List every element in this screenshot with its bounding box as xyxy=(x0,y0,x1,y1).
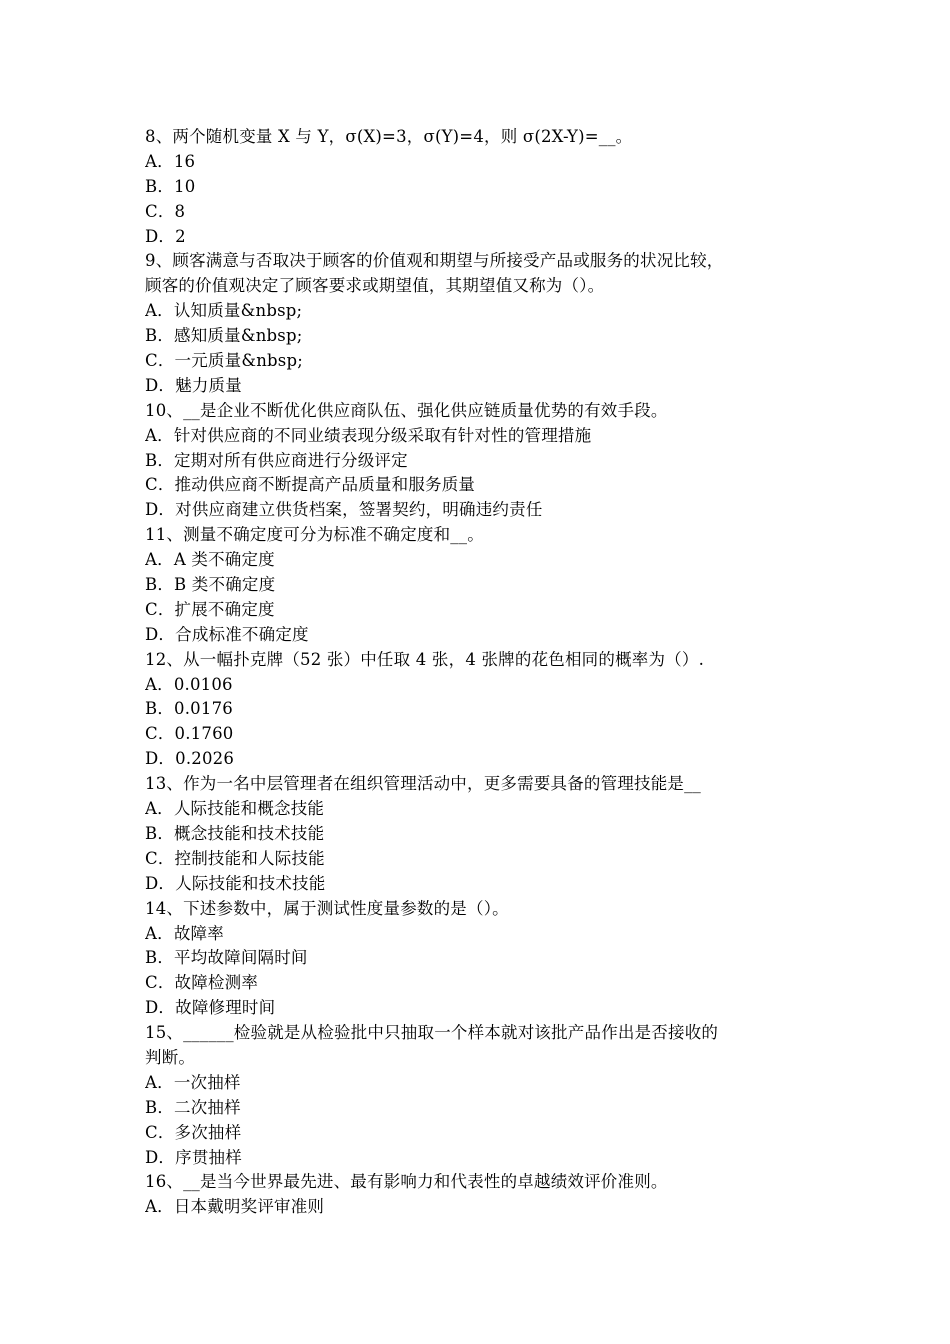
q16-option-a: A．日本戴明奖评审准则 xyxy=(145,1197,325,1217)
q15-option-b: B．二次抽样 xyxy=(145,1097,241,1117)
question-9-line1: 9、顾客满意与否取决于顾客的价值观和期望与所接受产品或服务的状况比较， xyxy=(145,251,724,271)
q10-option-d: D．对供应商建立供货档案，签署契约，明确违约责任 xyxy=(145,500,543,520)
q15-option-a: A．一次抽样 xyxy=(145,1072,241,1092)
q9-option-a: A．认知质量&nbsp; xyxy=(145,301,303,321)
q13-option-b: B．概念技能和技术技能 xyxy=(145,823,325,843)
question-15-line1: 15、______检验就是从检验批中只抽取一个样本就对该批产品作出是否接收的 xyxy=(145,1023,719,1043)
q11-option-c: C．扩展不确定度 xyxy=(145,599,275,619)
question-16: 16、__是当今世界最先进、最有影响力和代表性的卓越绩效评价准则。 xyxy=(145,1172,668,1192)
q14-option-c: C．故障检测率 xyxy=(145,973,259,993)
document-page xyxy=(145,125,815,1220)
question-12: 12、从一幅扑克牌（52 张）中任取 4 张，4 张牌的花色相同的概率为（）. xyxy=(145,649,705,669)
q13-option-a: A．人际技能和概念技能 xyxy=(145,799,325,819)
q14-option-a: A．故障率 xyxy=(145,923,224,943)
q9-option-b: B．感知质量&nbsp; xyxy=(145,326,303,346)
question-11: 11、测量不确定度可分为标准不确定度和__。 xyxy=(145,525,484,545)
q8-option-b: B．10 xyxy=(145,176,196,196)
question-15-line2: 判断。 xyxy=(145,1047,196,1067)
q12-option-b: B．0.0176 xyxy=(145,699,233,719)
q14-option-b: B．平均故障间隔时间 xyxy=(145,948,308,968)
q13-option-c: C．控制技能和人际技能 xyxy=(145,848,325,868)
question-10: 10、__是企业不断优化供应商队伍、强化供应链质量优势的有效手段。 xyxy=(145,400,668,420)
question-9-line2: 顾客的价值观决定了顾客要求或期望值，其期望值又称为（）。 xyxy=(145,276,605,296)
q10-option-b: B．定期对所有供应商进行分级评定 xyxy=(145,450,408,470)
q10-option-c: C．推动供应商不断提高产品质量和服务质量 xyxy=(145,475,476,495)
q12-option-c: C．0.1760 xyxy=(145,724,234,744)
q9-option-c: C．一元质量&nbsp; xyxy=(145,351,303,371)
q12-option-a: A．0.0106 xyxy=(145,674,233,694)
q13-option-d: D．人际技能和技术技能 xyxy=(145,873,326,893)
q8-option-a: A．16 xyxy=(145,151,196,171)
question-8: 8、两个随机变量 X 与 Y，σ(X)=3，σ(Y)=4，则 σ(2X-Y)=__。 xyxy=(145,127,633,146)
q15-option-c: C．多次抽样 xyxy=(145,1122,242,1142)
q11-option-a: A．A 类不确定度 xyxy=(145,550,275,570)
q12-option-d: D．0.2026 xyxy=(145,749,235,769)
q14-option-d: D．故障修理时间 xyxy=(145,998,276,1018)
q15-option-d: D．序贯抽样 xyxy=(145,1147,242,1167)
q9-option-d: D．魅力质量 xyxy=(145,375,242,395)
q8-option-c: C．8 xyxy=(145,201,186,221)
q11-option-b: B．B 类不确定度 xyxy=(145,575,276,595)
question-13: 13、作为一名中层管理者在组织管理活动中，更多需要具备的管理技能是__ xyxy=(145,774,701,794)
q10-option-a: A．针对供应商的不同业绩表现分级采取有针对性的管理措施 xyxy=(145,425,592,445)
q11-option-d: D．合成标准不确定度 xyxy=(145,624,309,644)
q8-option-d: D．2 xyxy=(145,226,186,246)
question-14: 14、下述参数中，属于测试性度量参数的是（）。 xyxy=(145,898,509,918)
